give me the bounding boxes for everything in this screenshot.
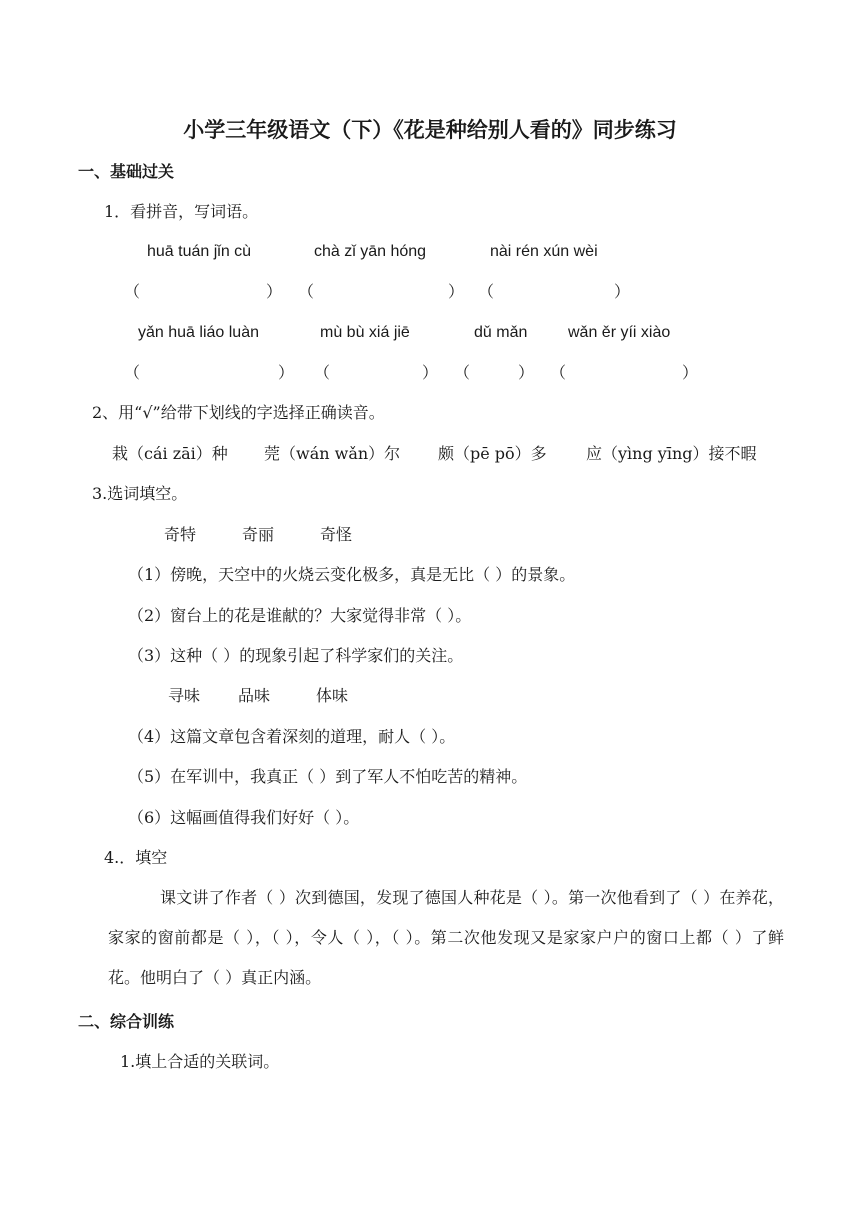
blank-open: （ xyxy=(298,282,315,301)
fill-sentence: （3）这种（ ）的现象引起了科学家们的关注。 xyxy=(128,646,464,665)
reading-choice-item: 栽（cái zāi）种 xyxy=(112,444,228,463)
section2-q1-prompt: 1.填上合适的关联词。 xyxy=(120,1052,280,1071)
blank-open: （ xyxy=(124,363,141,382)
section2-heading: 二、综合训练 xyxy=(78,1012,175,1031)
word-option: 奇特 xyxy=(164,525,197,544)
reading-choice-item: 莞（wán wǎn）尔 xyxy=(264,444,401,463)
blank-open: （ xyxy=(550,363,567,382)
fill-sentence: （5）在军训中，我真正（ ）到了军人不怕吃苦的精神。 xyxy=(128,767,528,786)
blank-close: ） xyxy=(518,363,535,382)
word-option: 奇怪 xyxy=(320,525,353,544)
blank-close: ） xyxy=(422,363,439,382)
pinyin-item: huā tuán jǐn cù xyxy=(147,243,252,260)
q3-prompt: 3.选词填空。 xyxy=(92,484,188,503)
pinyin-item: nài rén xún wèi xyxy=(490,243,598,260)
blank-close: ） xyxy=(266,282,283,301)
q1-prompt: 1．看拼音，写词语。 xyxy=(104,202,259,221)
word-option: 体味 xyxy=(316,686,349,705)
blank-open: （ xyxy=(454,363,471,382)
fill-sentence: （4）这篇文章包含着深刻的道理，耐人（ ）。 xyxy=(128,727,456,746)
blank-close: ） xyxy=(448,282,465,301)
section1-heading: 一、基础过关 xyxy=(78,162,175,181)
blank-open: （ xyxy=(124,282,141,301)
reading-choice-item: 应（yìng yīng）接不暇 xyxy=(586,444,757,463)
page-title: 小学三年级语文（下）《花是种给别人看的》同步练习 xyxy=(183,118,677,142)
fill-sentence: （2）窗台上的花是谁献的？大家觉得非常（ ）。 xyxy=(128,606,472,625)
fill-sentence: （1）傍晚，天空中的火烧云变化极多，真是无比（ ）的景象。 xyxy=(128,565,576,584)
word-option: 奇丽 xyxy=(242,525,275,544)
q2-prompt: 2、用“√”给带下划线的字选择正确读音。 xyxy=(92,403,385,422)
pinyin-item: mù bù xiá jiē xyxy=(320,324,410,341)
blank-close: ） xyxy=(614,282,631,301)
blank-close: ） xyxy=(278,363,295,382)
word-option: 寻味 xyxy=(168,686,201,705)
q4-paragraph: 课文讲了作者（ ）次到德国，发现了德国人种花是（ ）。第一次他看到了（ ）在养花，家家的窗前都是（ ），（ ），令人（ ），（ ）。第二次他发现又是家家户户的窗口上都（ ）了鲜花。他明白了（ ）真正内涵。 xyxy=(108,888,784,987)
pinyin-item: dǔ mǎn xyxy=(474,324,528,341)
reading-choice-item: 颇（pē pō）多 xyxy=(438,444,547,463)
pinyin-item: yǎn huā liáo luàn xyxy=(138,324,259,341)
blank-open: （ xyxy=(478,282,495,301)
word-option: 品味 xyxy=(238,686,271,705)
blank-open: （ xyxy=(314,363,331,382)
q4-prompt: 4.．填空 xyxy=(104,848,168,867)
pinyin-item: wǎn ěr yíi xiào xyxy=(568,324,671,341)
fill-sentence: （6）这幅画值得我们好好（ ）。 xyxy=(128,808,360,827)
pinyin-item: chà zǐ yān hóng xyxy=(314,243,427,260)
blank-close: ） xyxy=(682,363,699,382)
